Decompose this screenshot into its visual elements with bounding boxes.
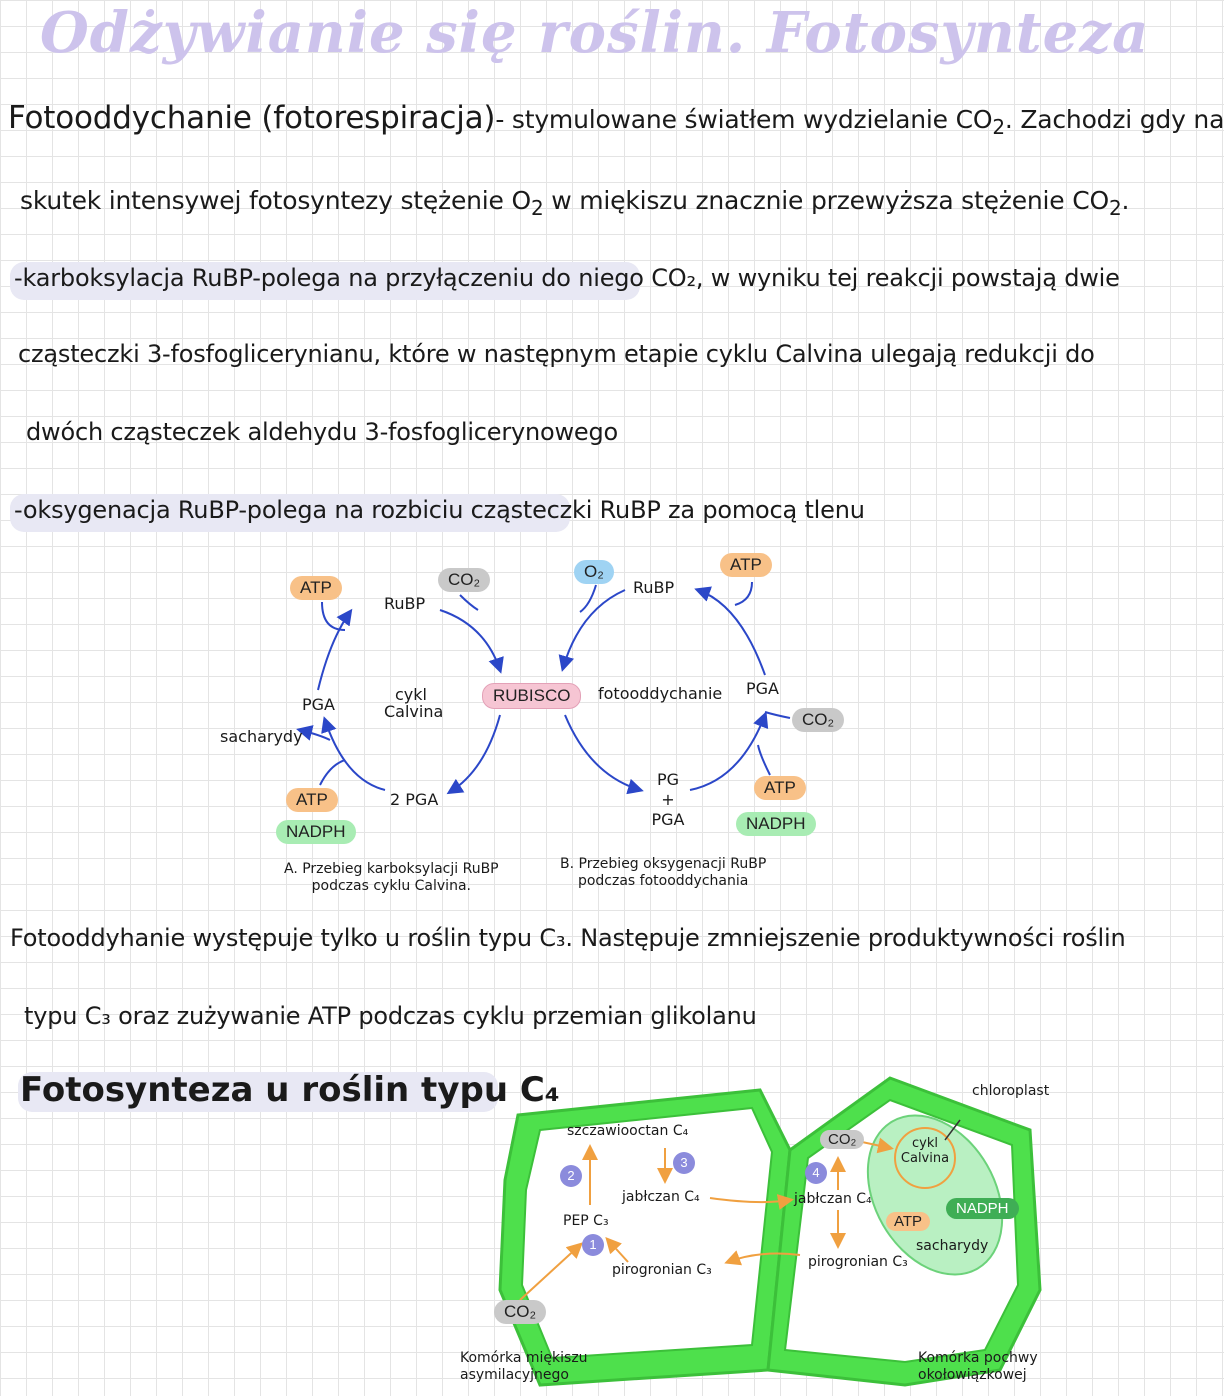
pep-label: PEP C₃ [563,1213,609,1229]
nadph-badge-c4: NADPH [946,1198,1019,1219]
sacharydy-label: sacharydy [220,727,303,746]
caption-a-line-2: podczas cyklu Calvina. [311,878,471,894]
karboksylacja-line-3: dwóch cząsteczek aldehydu 3-fosfoglicerynowego [26,418,619,446]
bundle-sheath-cell-label [918,1350,1038,1384]
chloroplast-label: chloroplast [972,1083,1050,1099]
pga-label-right: PGA [746,679,779,698]
page-title: Odżywianie się roślin. Fotosynteza [40,0,1150,66]
bundle-label-line-2: okołowiązkowej [918,1367,1027,1383]
line2-text-c: . [1121,186,1130,215]
calvin-cycle-label: cykl Calvina [384,685,444,721]
pga-text: PGA [651,810,685,829]
line2-sub-a: 2 [530,196,544,220]
caption-b-line-2: podczas fotooddychania [577,873,749,889]
line2-text-a: skutek intensywej fotosyntezy stężenie O [20,186,531,215]
term-fotooddychanie: Fotooddychanie (fotorespiracja) [8,100,496,136]
line2-sub-b: 2 [1108,196,1122,220]
two-pga-label: 2 PGA [390,790,439,809]
pga-label-left: PGA [302,695,335,714]
definition-text-a: - stymulowane światłem wydzielanie CO [495,105,993,134]
step-4-badge: 4 [805,1162,827,1184]
mesophyll-label-line-2: asymilacyjnego [460,1367,569,1383]
karboksylacja-line-2: cząsteczki 3-fosfoglicerynianu, które w następnym etapie cyklu Calvina ulegają redukcji do [18,340,1095,368]
co2-badge-right: CO₂ [792,708,844,732]
calvin-cycle-label-c4: cykl Calvina [900,1136,950,1166]
caption-a-line-1: A. Przebieg karboksylacji RuBP [284,861,499,877]
step-3-badge: 3 [673,1152,695,1174]
pirogronian-left-label: pirogronian C₃ [612,1262,712,1278]
step-2-badge: 2 [560,1165,582,1187]
szczawiooctan-label: szczawiooctan C₄ [567,1123,689,1139]
caption-b-line-1: B. Przebieg oksygenacji RuBP [560,856,767,872]
karboksylacja-line-1: -karboksylacja RuBP-polega na przyłączeniu do niego CO₂, w wyniku tej reakcji powstają dwie [14,264,1120,292]
line2-text-b: w miękiszu znacznie przewyższa stężenie CO [543,186,1109,215]
o2-badge: O₂ [574,560,614,584]
co2-badge-bundle: CO₂ [820,1130,864,1149]
mesophyll-cell-label [460,1350,588,1384]
step-1-badge: 1 [582,1234,604,1256]
nadph-badge-left: NADPH [276,820,356,844]
bundle-label-line-1: Komórka pochwy [918,1350,1038,1366]
pirogronian-right-label: pirogronian C₃ [808,1254,908,1270]
definition-sub-a: 2 [992,115,1005,139]
definition-text-b: . Zachodzi gdy na [1004,105,1224,134]
section-heading-c4: Fotosynteza u roślin typu C₄ [20,1070,560,1110]
nadph-badge-right: NADPH [736,812,816,836]
atp-badge-top-left: ATP [290,576,342,600]
plus-text: + [661,790,675,809]
rubp-label-right: RuBP [633,578,675,597]
atp-badge-c4: ATP [886,1212,930,1231]
pg-text: PG [656,770,680,789]
fotooddychanie-label: fotooddychanie [598,684,723,703]
sacharydy-label-c4: sacharydy [916,1238,989,1254]
co2-badge-top: CO₂ [438,568,490,592]
rubisco-badge: RUBISCO [482,683,581,709]
jablczan-right-label: jabłczan C₄ [794,1191,872,1207]
c3-line-2: typu C₃ oraz zużywanie ATP podczas cyklu przemian glikolanu [24,1002,757,1030]
atp-badge-top-right: ATP [720,553,772,577]
atp-badge-bottom-right: ATP [754,776,806,800]
mesophyll-cell-interior [522,1108,772,1358]
mesophyll-label-line-1: Komórka miękiszu [460,1350,588,1366]
atp-badge-bottom-left: ATP [286,788,338,812]
jablczan-left-label: jabłczan C₄ [622,1189,700,1205]
rubp-label-left: RuBP [384,594,426,613]
c3-line-1: Fotooddyhanie występuje tylko u roślin typu C₃. Następuje zmniejszenie produktywności roślin [10,924,1126,952]
oksygenacja-line-1: -oksygenacja RuBP-polega na rozbiciu cząsteczki RuBP za pomocą tlenu [14,496,865,524]
co2-badge-mesophyll: CO₂ [494,1300,546,1324]
